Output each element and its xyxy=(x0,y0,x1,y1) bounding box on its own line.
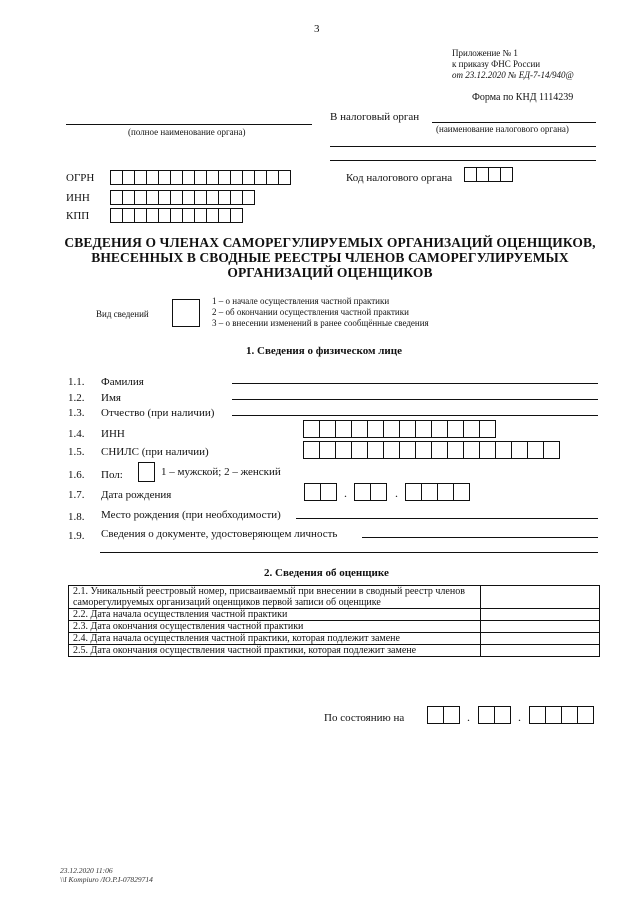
row-label-inn: ИНН xyxy=(101,428,125,440)
appendix-line-3: от 23.12.2020 № ЕД-7-14/940@ xyxy=(452,70,574,80)
row-label-name: Имя xyxy=(101,392,121,404)
name-line[interactable] xyxy=(232,399,598,400)
ogrn-label: ОГРН xyxy=(66,172,95,184)
date-separator-dot: . xyxy=(395,486,398,500)
surname-line[interactable] xyxy=(232,383,598,384)
row-num-1-4: 1.4. xyxy=(68,428,85,440)
id-document-line[interactable] xyxy=(362,537,598,538)
table-cell-value[interactable] xyxy=(481,645,600,657)
table-cell-label: 2.5. Дата окончания осуществления частной практики, которая подлежит замене xyxy=(69,645,481,657)
table-cell-label: 2.4. Дата начала осуществления частной практики, которая подлежит замене xyxy=(69,633,481,645)
row-num-1-9: 1.9. xyxy=(68,530,85,542)
info-type-option-1: 1 – о начале осуществления частной практики xyxy=(212,296,390,306)
table-row xyxy=(69,586,600,609)
date-separator-dot: . xyxy=(344,486,347,500)
as-of-day-cells[interactable] xyxy=(427,706,460,724)
info-type-options xyxy=(212,296,429,329)
tax-code-label: Код налогового органа xyxy=(346,172,453,184)
table-row xyxy=(69,621,600,633)
person-inn-cells[interactable] xyxy=(303,420,496,438)
row-label-surname: Фамилия xyxy=(101,376,144,388)
table-row xyxy=(69,645,600,657)
birth-place-line[interactable] xyxy=(296,518,598,519)
inn-label: ИНН xyxy=(66,192,90,204)
birth-year-cells[interactable] xyxy=(405,483,470,501)
date-separator-dot: . xyxy=(467,710,470,724)
table-cell-value[interactable] xyxy=(481,621,600,633)
row-label-snils: СНИЛС (при наличии) xyxy=(101,446,209,458)
date-separator-dot: . xyxy=(518,710,521,724)
snils-cells[interactable] xyxy=(303,441,560,459)
organ-name-caption: (полное наименование органа) xyxy=(128,127,246,137)
row-num-1-6: 1.6. xyxy=(68,469,85,481)
table-cell-value[interactable] xyxy=(481,633,600,645)
table-row xyxy=(69,609,600,621)
row-label-id-document: Сведения о документе, удостоверяющем личность xyxy=(101,528,338,540)
document-title xyxy=(60,235,600,280)
title-line-3: ОРГАНИЗАЦИЙ ОЦЕНЩИКОВ xyxy=(227,265,433,280)
tax-authority-line-2[interactable] xyxy=(330,146,596,147)
row-num-1-1: 1.1. xyxy=(68,376,85,388)
as-of-label: По состоянию на xyxy=(324,712,405,724)
row-num-1-2: 1.2. xyxy=(68,392,85,404)
tax-authority-caption: (наименование налогового органа) xyxy=(436,124,569,134)
section-2-heading: 2. Сведения об оценщике xyxy=(264,567,389,579)
organ-name-line[interactable] xyxy=(66,124,312,125)
table-cell-label: 2.2. Дата начала осуществления частной практики xyxy=(69,609,481,621)
patronymic-line[interactable] xyxy=(232,415,598,416)
assessor-info-table xyxy=(68,585,600,657)
tax-authority-line[interactable] xyxy=(432,122,596,123)
row-num-1-3: 1.3. xyxy=(68,407,85,419)
tax-authority-line-3[interactable] xyxy=(330,160,596,161)
row-num-1-7: 1.7. xyxy=(68,489,85,501)
info-type-option-2: 2 – об окончании осуществления частной практики xyxy=(212,307,409,317)
as-of-month-cells[interactable] xyxy=(478,706,511,724)
tax-code-cells[interactable] xyxy=(464,167,513,182)
gender-box[interactable] xyxy=(138,462,155,482)
appendix-line-2: к приказу ФНС России xyxy=(452,59,541,69)
footer-stamp xyxy=(60,866,153,884)
row-label-birth-date: Дата рождения xyxy=(101,489,172,501)
kpp-label: КПП xyxy=(66,210,90,222)
appendix-block xyxy=(452,48,574,81)
page-number: 3 xyxy=(314,23,320,35)
birth-day-cells[interactable] xyxy=(304,483,337,501)
table-cell-value[interactable] xyxy=(481,609,600,621)
as-of-year-cells[interactable] xyxy=(529,706,594,724)
row-label-gender: Пол: xyxy=(101,469,123,481)
row-num-1-8: 1.8. xyxy=(68,511,85,523)
row-num-1-5: 1.5. xyxy=(68,446,85,458)
row-label-birth-place: Место рождения (при необходимости) xyxy=(101,509,281,521)
table-cell-value[interactable] xyxy=(481,586,600,609)
row-label-patronymic: Отчество (при наличии) xyxy=(101,407,215,419)
kpp-cells[interactable] xyxy=(110,208,243,223)
table-cell-label: 2.3. Дата окончания осуществления частной практики xyxy=(69,621,481,633)
footer-user: \\I Kompiuro /IO.P.I-07829714 xyxy=(60,875,153,884)
birth-month-cells[interactable] xyxy=(354,483,387,501)
gender-options-text: 1 – мужской; 2 – женский xyxy=(161,466,281,478)
info-type-option-3: 3 – о внесении изменений в ранее сообщённые сведения xyxy=(212,318,429,328)
appendix-line-1: Приложение № 1 xyxy=(452,48,518,58)
ogrn-cells[interactable] xyxy=(110,170,291,185)
section-1-heading: 1. Сведения о физическом лице xyxy=(246,345,402,357)
form-code: Форма по КНД 1114239 xyxy=(472,92,574,103)
info-type-box[interactable] xyxy=(172,299,200,327)
table-cell-label: 2.1. Уникальный реестровый номер, присваиваемый при внесении в сводный реестр членов саморегулируемых организаций оценщиков первой записи об оценщике xyxy=(69,586,481,609)
info-type-label: Вид сведений xyxy=(96,309,149,319)
table-row xyxy=(69,633,600,645)
id-document-line-2[interactable] xyxy=(100,552,598,553)
title-line-2: ВНЕСЕННЫХ В СВОДНЫЕ РЕЕСТРЫ ЧЛЕНОВ САМОРЕГУЛИРУЕМЫХ xyxy=(91,250,569,265)
inn-cells[interactable] xyxy=(110,190,255,205)
to-tax-authority-label: В налоговый орган xyxy=(330,111,420,123)
title-line-1: СВЕДЕНИЯ О ЧЛЕНАХ САМОРЕГУЛИРУЕМЫХ ОРГАНИЗАЦИЙ ОЦЕНЩИКОВ, xyxy=(64,235,596,250)
footer-date: 23.12.2020 11:06 xyxy=(60,866,113,875)
